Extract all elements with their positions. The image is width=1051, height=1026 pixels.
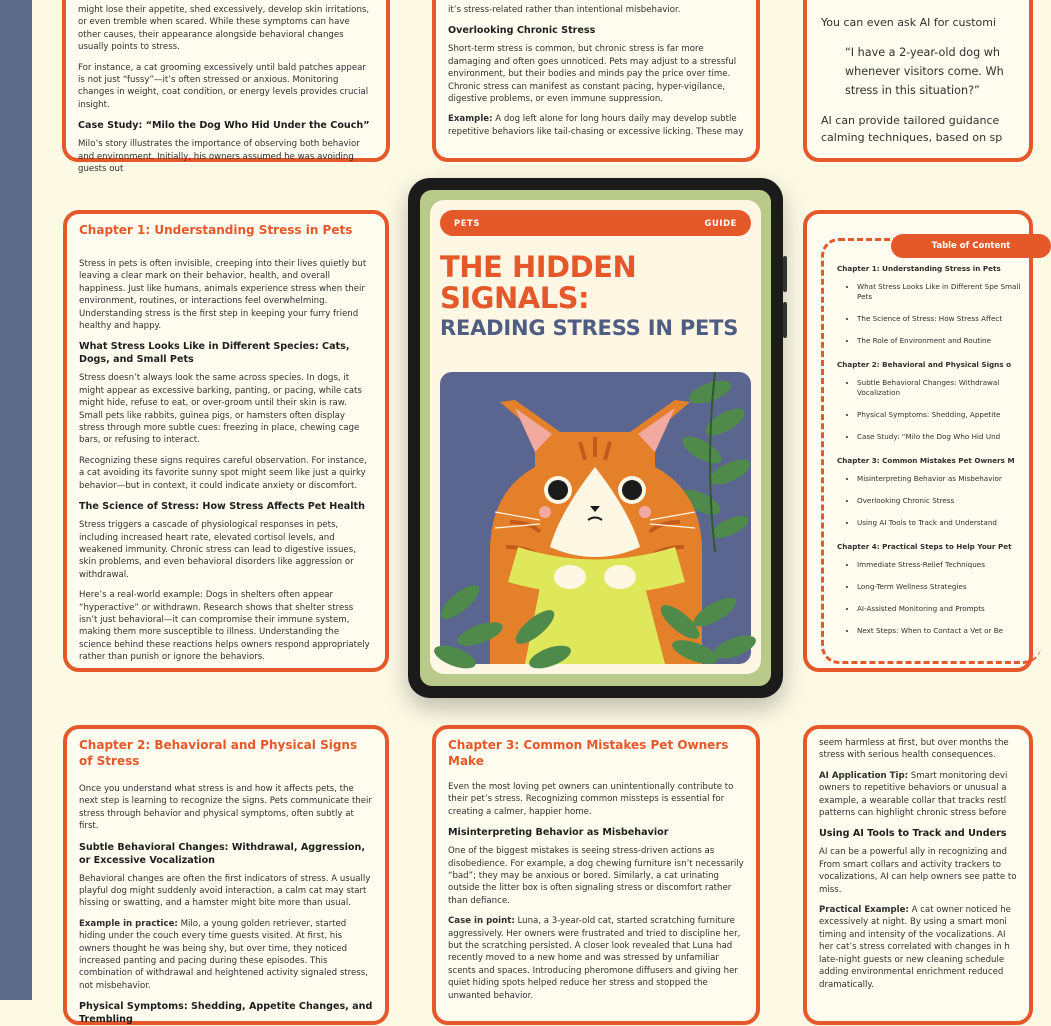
example-label: Case in point:: [448, 916, 515, 927]
tablet-screen: [420, 190, 771, 686]
toc-title: Table of Content: [891, 234, 1051, 258]
tablet-side-button: [783, 302, 787, 338]
toc-chapter: [837, 456, 1037, 528]
paragraph: [448, 915, 744, 1002]
example-label: Example:: [448, 114, 493, 125]
chapter-title: Chapter 3: Common Mistakes Pet Owners Make: [448, 738, 729, 768]
cat-eye-right: [622, 480, 642, 500]
example-text: A cat owner noticed he excessively at night. By using a smart moni timing and intensity of the vocalizations. AI her cat’s stress correlated with changes in h late-night guests or new cleaning schedule adding environmental enrichment reduced dramatically.: [819, 905, 1011, 990]
paragraph: [819, 904, 1017, 991]
paragraph: it’s stress-related rather than intentional misbehavior.: [448, 5, 681, 15]
toc-chapter: [837, 360, 1037, 442]
ebook-cover: [430, 200, 761, 674]
cover-tag-right: GUIDE: [704, 218, 737, 228]
toc-item: • Long-Term Wellness Strategies: [857, 582, 1037, 592]
paragraph: Milo’s story illustrates the importance of observing both behavior and environment. Initially, his owners assumed he was avoiding guests out: [78, 139, 360, 175]
toc-item: • The Science of Stress: How Stress Affect: [857, 314, 1037, 324]
paragraph: Stress triggers a cascade of physiological responses in pets, including increased heart rate, elevated cortisol levels, and weakened immunity. Chronic stress can lead to digestive issues, skin problems, and even behavioral disorders like aggression or withdrawal.: [79, 520, 356, 580]
toc-item: • Misinterpreting Behavior as Misbehavior: [857, 474, 1037, 484]
toc-chapter-title: Chapter 3: Common Mistakes Pet Owners M: [837, 456, 1015, 465]
page-ai-prompt: [803, 0, 1033, 162]
page-table-of-contents: [803, 210, 1033, 672]
paragraph: Short-term stress is common, but chronic stress is far more damaging and often goes unnoticed. Pets may adjust to a stressful environment, but their bodies and minds pay the price over time. Chronic stress can manifest as constant pacing, hyper-vigilance, digestive problems, or even immune suppression.: [448, 44, 737, 105]
toc-item: • Using AI Tools to Track and Understand: [857, 518, 1037, 528]
toc-chapter: [837, 264, 1037, 346]
paragraph: seem harmless at first, but over months the stress with serious health consequences.: [819, 738, 1009, 761]
example-text: Luna, a 3-year-old cat, started scratching furniture aggressively. Her owners were frustrated and tried to discipline her, but the scratching persisted. A closer look revealed that Luna had recently moved to a new home and was stressed by unfamiliar scents and spaces. Introducing pheromone diffusers and giving her quiet hiding spots helped reduce her stress and stopped the unwanted behavior.: [448, 916, 741, 1001]
page-chapter-3: [432, 725, 760, 1025]
section-heading: What Stress Looks Like in Different Species: Cats, Dogs, and Small Pets: [79, 341, 350, 366]
paragraph: AI can be a powerful ally in recognizing and From smart collars and activity trackers to vocalizations, AI can help owners see patte to miss.: [819, 847, 1017, 895]
paragraph: One of the biggest mistakes is seeing stress-driven actions as disobedience. For example, a dog chewing furniture isn’t necessarily “bad”; they may be anxious or bored. Similarly, a cat urinating outside the litter box is often signaling stress or discomfort rather than defiance.: [448, 846, 744, 906]
paragraph: Stress in pets is often invisible, creeping into their lives quietly but leaving a clear mark on their behavior, health, and overall happiness. Just like humans, animals experience stress when their environment, routines, or interactions feel overwhelming. Understanding stress is the first step in keeping your furry friend healthy and happy.: [79, 259, 367, 332]
chapter-title: Chapter 2: Behavioral and Physical Signs of Stress: [79, 738, 358, 768]
cat-illustration-svg: [440, 372, 751, 664]
toc-item: • Immediate Stress-Relief Techniques: [857, 560, 1037, 570]
toc-item: • Physical Symptoms: Shedding, Appetite: [857, 410, 1037, 420]
cover-tag-bar: [440, 210, 751, 236]
chapter-title: Chapter 1: Understanding Stress in Pets: [79, 223, 353, 237]
paragraph: Behavioral changes are often the first indicators of stress. A usually playful dog might suddenly avoid interaction, a calm cat may start hissing or swatting, and a hamster might bite more than usual.: [79, 873, 371, 909]
quote: “I have a 2-year-old dog wh whenever visitors come. Wh stress in this situation?”: [845, 46, 1004, 97]
toc-item: • Case Study: “Milo the Dog Who Hid Und: [857, 432, 1037, 442]
paragraph: [448, 113, 744, 138]
paragraph: Once you understand what stress is and how it affects pets, the next step is learning to recognize the signs. Pets communicate their stress through behavior and physical symptoms, often subtly at first.: [79, 784, 372, 832]
toc-item: • Subtle Behavioral Changes: Withdrawal Vocalization: [857, 378, 1037, 398]
example-text: Milo, a young golden retriever, started hiding under the couch every time guests visited. At first, his owners thought he was being shy, but over time, they noticed increased panting and pacing during these episodes. This combination of withdrawal and heightened activity signaled stress, not misbehavior.: [79, 918, 368, 991]
page-chapter-1: [63, 210, 389, 672]
example-text: A dog left alone for long hours daily may develop subtle repetitive behaviors like tail-chasing or excessive licking. These may: [448, 114, 744, 137]
page-ai-tools: [803, 725, 1033, 1025]
tablet-side-button: [783, 256, 787, 292]
paragraph: AI can provide tailored guidance calming techniques, based on sp: [821, 114, 1003, 144]
section-heading: The Science of Stress: How Stress Affects Pet Health: [79, 501, 365, 513]
paragraph: [79, 918, 373, 992]
toc-chapter-title: Chapter 1: Understanding Stress in Pets: [837, 264, 1001, 273]
toc-item: • What Stress Looks Like in Different Spe Small Pets: [857, 282, 1037, 302]
cover-tag-left: PETS: [454, 218, 481, 228]
example-label: Example in practice:: [79, 918, 178, 929]
page-chapter-2: [63, 725, 389, 1025]
section-heading: Subtle Behavioral Changes: Withdrawal, Aggression, or Excessive Vocalization: [79, 841, 365, 866]
toc-chapter: [837, 542, 1037, 636]
section-heading: Overlooking Chronic Stress: [448, 25, 596, 37]
toc-item: • The Role of Environment and Routine: [857, 336, 1037, 346]
paragraph: Recognizing these signs requires careful observation. For instance, a cat avoiding its favorite sunny spot might seem like just a quirky behavior—but in context, it could indicate anxiety or discomfort.: [79, 455, 367, 491]
cover-title: THE HIDDEN SIGNALS:: [440, 250, 637, 315]
left-edge-strip: [0, 0, 32, 1000]
tablet-device: [408, 178, 783, 698]
toc-list: [837, 264, 1037, 650]
cat-eye-left: [548, 480, 568, 500]
paragraph: Stress doesn’t always look the same across species. In dogs, it might appear as excessive barking, panting, or pacing, while cats might hide, refuse to eat, or over-groom until their skin is raw. Small pets like rabbits, guinea pigs, or hamsters often display stress through more subtle cues: freezing in place, chewing cage bars, or refusing to interact.: [79, 373, 362, 446]
section-heading: Using AI Tools to Track and Unders: [819, 828, 1007, 840]
paragraph: Even the most loving pet owners can unintentionally contribute to their pet’s stress. Recognizing common missteps is essential for creating a calmer, happier home.: [448, 782, 734, 817]
paragraph: [819, 770, 1017, 820]
paragraph: might lose their appetite, shed excessively, develop skin irritations, or even tremble when scared. While these symptoms can have other causes, their appearance alongside behavioral changes usually points to stress.: [78, 5, 370, 53]
section-heading: Physical Symptoms: Shedding, Appetite Changes, and Trembling: [79, 1001, 373, 1026]
toc-chapter-title: Chapter 2: Behavioral and Physical Signs o: [837, 360, 1012, 369]
tip-label: AI Application Tip:: [819, 770, 909, 781]
cat-illustration: [440, 372, 751, 664]
page-stress-symptoms: [62, 0, 390, 175]
paragraph: Here’s a real-world example: Dogs in shelters often appear “hyperactive” or withdrawn. Research shows that shelter stress isn’t just behavioral—it can compromise their immune system, making them more susceptible to illness. Understanding the science behind these reactions helps owners respond appropriately rather than punish or ignore the behaviors.: [79, 590, 370, 663]
section-heading: Misinterpreting Behavior as Misbehavior: [448, 827, 669, 839]
section-heading: Case Study: “Milo the Dog Who Hid Under the Couch”: [78, 120, 370, 132]
toc-item: • Next Steps: When to Contact a Vet or Be: [857, 626, 1037, 636]
toc-chapter-title: Chapter 4: Practical Steps to Help Your Pet: [837, 542, 1012, 551]
example-label: Practical Example:: [819, 905, 909, 916]
paragraph: You can even ask AI for customi: [821, 16, 997, 29]
cover-subtitle: READING STRESS IN PETS: [440, 316, 739, 340]
paragraph: For instance, a cat grooming excessively until bald patches appear is not just “fussy”—it’s often stressed or anxious. Monitoring changes in weight, coat condition, or energy levels provides crucial insight.: [78, 62, 369, 110]
page-chronic-stress: [432, 0, 760, 162]
toc-item: • AI-Assisted Monitoring and Prompts: [857, 604, 1037, 614]
toc-item: • Overlooking Chronic Stress: [857, 496, 1037, 506]
tip-text: Smart monitoring devi owners to repetitive behaviors or unusual a example, a wearable collar that tracks restl patterns can highlight chronic stress before: [819, 770, 1008, 819]
